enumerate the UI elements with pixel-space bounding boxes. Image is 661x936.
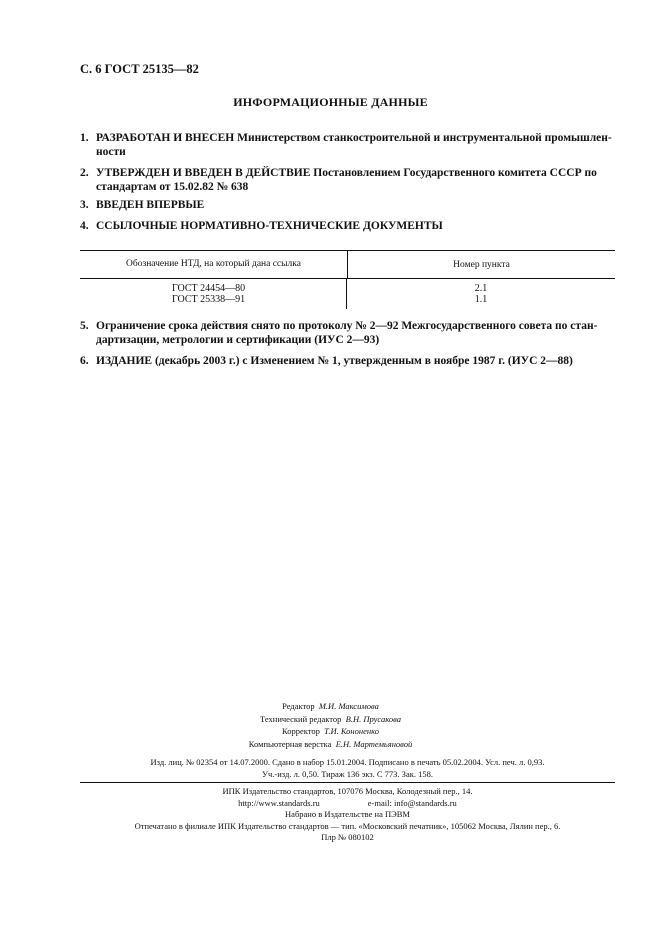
divider	[80, 782, 615, 783]
info-item-6	[80, 354, 615, 368]
item-text: Министерством станкостроительной и инструментальной промышлен-	[234, 132, 612, 144]
item-continuation: стандартам от 15.02.82 № 638	[96, 181, 249, 193]
publisher-line: ИПК Издательство стандартов, 107076 Москва, Колодезный пер., 14.	[222, 786, 473, 796]
page-header: С. 6 ГОСТ 25135—82	[80, 62, 199, 76]
publisher-email: e-mail: info@standards.ru	[367, 797, 457, 808]
clause-column	[347, 279, 615, 309]
table-row-doc: ГОСТ 24454—80	[172, 283, 246, 294]
credit-role: Компьютерная верстка	[248, 738, 332, 749]
item-lead: Ограничение срока действия снято по протоколу № 2—92 Межгосударственного совета по стан-	[96, 320, 598, 332]
credit-line	[0, 700, 661, 713]
item-text: Постановлением Государственного комитета СССР по	[310, 167, 597, 179]
credit-line	[0, 738, 661, 751]
item-lead: РАЗРАБОТАН И ВНЕСЕН	[96, 132, 235, 144]
credit-name: Т.И. Кононенко	[324, 726, 379, 736]
item-number: 5.	[80, 320, 89, 332]
imprint-block	[80, 757, 615, 780]
column-header-document: Обозначение НТД, на который дана ссылка	[80, 251, 348, 278]
info-item-1	[80, 131, 615, 159]
info-item-5	[80, 319, 615, 347]
document-column	[80, 279, 347, 309]
credit-name: В.Н. Прусакова	[345, 713, 401, 724]
table-row-doc: ГОСТ 25338—91	[172, 294, 246, 305]
credit-line	[0, 725, 661, 738]
credit-role: Редактор	[282, 701, 315, 711]
item-number: 6.	[80, 355, 89, 367]
publisher-line: Отпечатано в филиале ИПК Издательство стандартов — тип. «Московский печатник», 105062 Москва, Лялин пер., 6.	[134, 820, 561, 831]
credit-name: Е.Н. Мартемьяновой	[335, 738, 413, 749]
reference-table	[80, 250, 615, 309]
item-continuation: дартизации, метрологии и сертификации (ИУС 2—93)	[96, 334, 380, 346]
credits-block	[0, 700, 661, 750]
publisher-line: Плр № 080102	[321, 832, 374, 842]
item-lead: ВВЕДЕН ВПЕРВЫЕ	[96, 199, 205, 211]
item-number: 1.	[80, 132, 89, 144]
section-title: ИНФОРМАЦИОННЫЕ ДАННЫЕ	[233, 95, 428, 109]
table-row-clause: 2.1	[474, 283, 488, 294]
publisher-contacts	[60, 798, 635, 810]
column-header-clause: Номер пункта	[453, 259, 510, 270]
item-lead: УТВЕРЖДЕН И ВВЕДЕН В ДЕЙСТВИЕ	[96, 167, 311, 179]
publisher-url: http://www.standards.ru	[238, 797, 320, 808]
credit-line	[0, 713, 661, 726]
item-number: 3.	[80, 199, 89, 211]
item-lead: ИЗДАНИЕ (декабрь 2003 г.) с Изменением № 1, утвержденным в ноябре 1987 г. (ИУС 2—88)	[96, 355, 573, 367]
info-item-2	[80, 166, 615, 194]
publisher-line: Набрано в Издательстве на ПЭВМ	[285, 809, 410, 819]
imprint-line: Уч.-изд. л. 0,50. Тираж 136 экз. С 773. Зак. 158.	[262, 768, 433, 779]
imprint-line: Изд. лиц. № 02354 от 14.07.2000. Сдано в набор 15.01.2004. Подписано в печать 05.02.2004. Усл. печ. л. 0,93.	[150, 757, 545, 767]
credit-name: М.И. Максимова	[318, 701, 379, 711]
item-lead: ССЫЛОЧНЫЕ НОРМАТИВНО-ТЕХНИЧЕСКИЕ ДОКУМЕНТЫ	[96, 220, 443, 232]
info-item-3	[80, 198, 615, 212]
info-item-4	[80, 219, 615, 233]
publisher-block	[60, 786, 635, 844]
item-number: 2.	[80, 167, 89, 179]
credit-role: Технический редактор	[260, 713, 342, 724]
item-continuation: ности	[96, 146, 126, 158]
reference-table-body	[80, 279, 615, 309]
reference-table-header	[80, 251, 615, 279]
credit-role: Корректор	[282, 726, 320, 736]
item-number: 4.	[80, 220, 89, 232]
table-row-clause: 1.1	[474, 294, 488, 305]
